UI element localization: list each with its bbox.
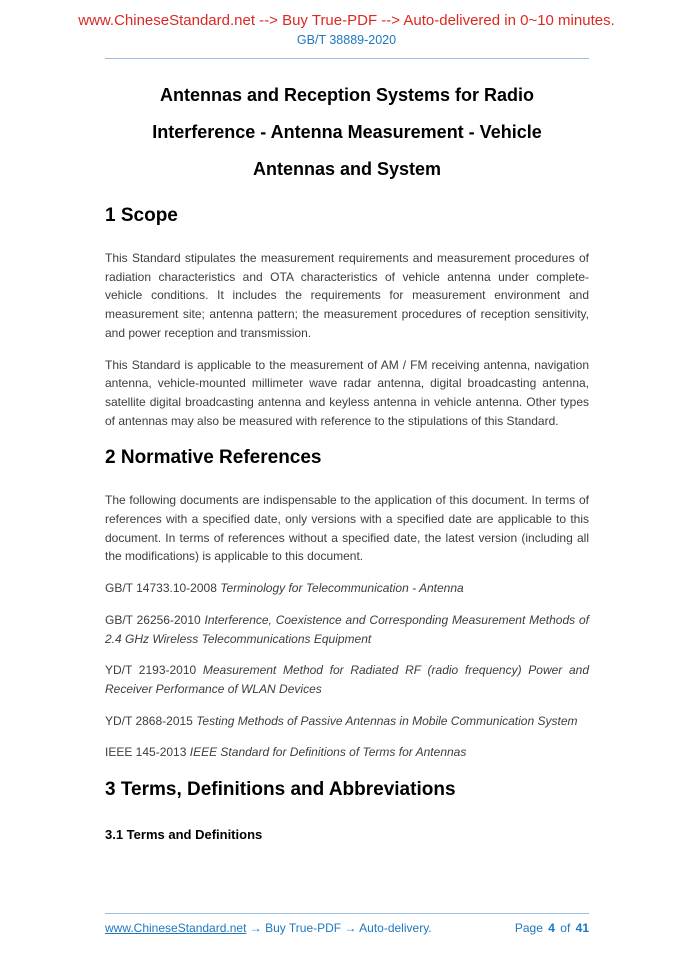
reference-item-5 [105,743,589,762]
title-line-3: Antennas and System [252,159,442,179]
document-title [105,77,589,188]
reference-code: YD/T 2868-2015 [105,713,193,728]
reference-code: YD/T 2193-2010 [105,663,197,678]
reference-title: Testing Methods of Passive Antennas in Mobile Communication System [196,713,578,728]
reference-title: Measurement Method for Radiated RF (radio frequency) Power and Receiver Performance of WLAN Devices [105,663,589,696]
header-divider [105,58,589,59]
of-label: of [560,921,571,935]
page-footer [105,913,589,935]
scope-paragraph-2: This Standard is applicable to the measurement of AM / FM receiving antenna, navigation antenna, vehicle-mounted millimeter wave radar antenna, digital broadcasting antenna, satellite digital broadcasting antenna and keyless antenna in vehicle antenna. Other types of antennas may also be measured with reference to the stipulations of this Standard. [105,357,589,428]
reference-item-2 [105,611,589,648]
promo-banner: www.ChineseStandard.net --> Buy True-PDF --> Auto-delivered in 0~10 minutes. [78,12,615,29]
normative-intro-paragraph: The following documents are indispensable to the application of this document. In terms of references with a specified date, only versions with a specified date are applicable to this document. In terms of references without a specified date, the latest version (including all the modifications) is applicable to this document. [105,493,589,564]
reference-code: IEEE 145-2013 [105,745,187,760]
subsection-heading-terms-definitions: 3.1 Terms and Definitions [105,827,263,843]
section-heading-normative-references: 2 Normative References [105,447,322,469]
reference-title: IEEE Standard for Definitions of Terms for Antennas [189,745,467,760]
section-heading-terms: 3 Terms, Definitions and Abbreviations [105,779,456,801]
reference-code: GB/T 14733.10-2008 [105,581,217,596]
footer-promo [105,921,432,935]
reference-item-4 [105,712,589,731]
reference-item-1 [105,579,589,598]
scope-paragraph-1: This Standard stipulates the measurement requirements and measurement procedures of radiation characteristics and OTA characteristics of vehicle antenna under complete-vehicle conditions. It includes the requirements for measurement environment and measurement site; antenna pattern; the measurement procedures of reception sensitivity, and power reception and transmission. [105,251,589,340]
title-line-2: Interference - Antenna Measurement - Vehicle [152,122,542,142]
footer-delivery-text: Auto-delivery. [359,921,432,935]
reference-title: Interference, Coexistence and Corresponding Measurement Methods of 2.4 GHz Wireless Telecommunications Equipment [105,612,589,646]
title-line-1: Antennas and Reception Systems for Radio [159,85,535,105]
page-total: 41 [575,921,589,935]
footer-buy-text: Buy True-PDF [265,921,342,935]
footer-link[interactable]: www.ChineseStandard.net [105,921,247,935]
arrow-right-icon: → [344,921,357,935]
standard-number: GB/T 38889-2020 [296,33,397,47]
page-label: Page [514,921,543,935]
page-indicator [515,921,589,935]
reference-code: GB/T 26256-2010 [105,612,201,627]
arrow-right-icon: → [249,921,262,935]
reference-title: Terminology for Telecommunication - Antenna [220,581,464,596]
section-heading-scope: 1 Scope [105,205,178,226]
page-content [0,58,693,844]
reference-item-3 [105,661,589,698]
page-current: 4 [548,921,555,935]
